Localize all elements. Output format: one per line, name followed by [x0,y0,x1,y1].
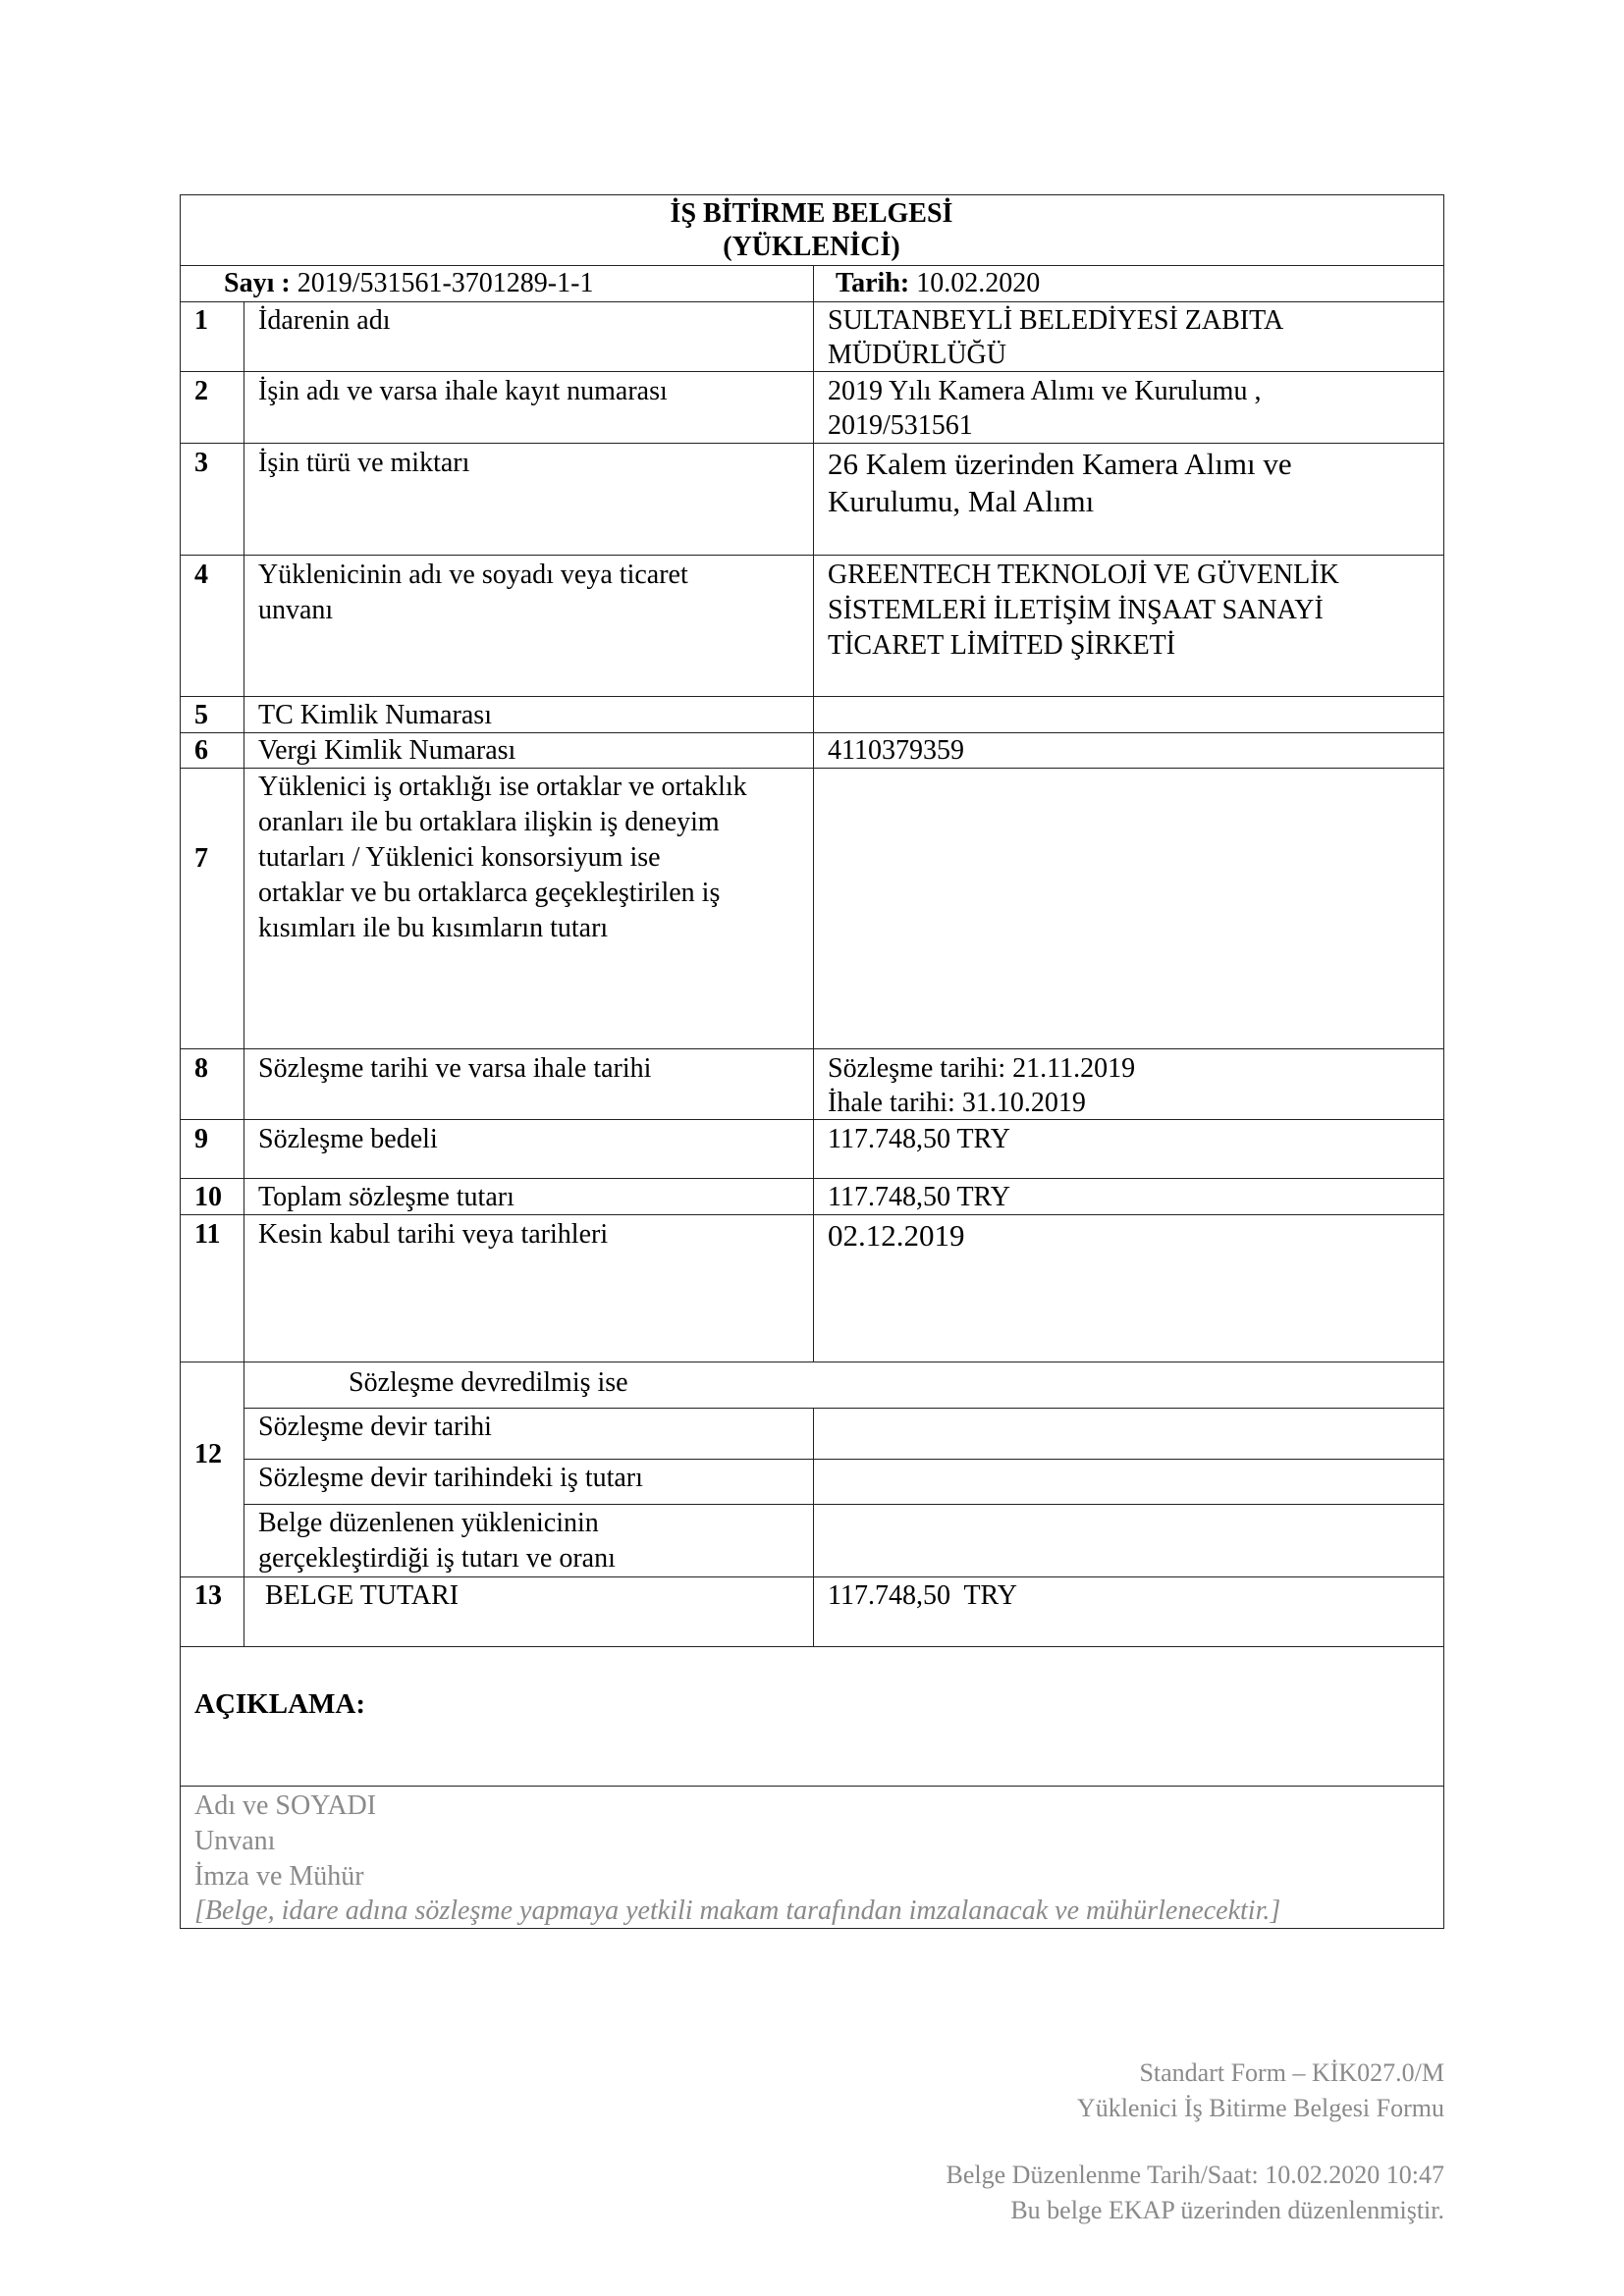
row-number: 4 [194,560,208,590]
row-number: 2 [194,376,208,406]
row-value: 117.748,50 TRY [828,1580,1017,1611]
row-label: İşin türü ve miktarı [258,448,470,478]
row-value: 2019 Yılı Kamera Alımı ve Kurulumu , [828,376,1262,406]
row-label: Sözleşme bedeli [258,1124,438,1154]
row-label: Yüklenici iş ortaklığı ise ortaklar ve ortaklık [258,772,747,802]
row-number: 9 [194,1124,208,1154]
row-label: oranları ile bu ortaklara ilişkin iş deneyim [258,807,720,837]
sayi-value: 2019/531561-3701289-1-1 [297,268,594,298]
aciklama-label: AÇIKLAMA: [194,1688,365,1720]
row-value: 117.748,50 TRY [828,1124,1010,1154]
footer-issued: Belge Düzenlenme Tarih/Saat: 10.02.2020 10:47 [946,2161,1444,2189]
row-sublabel: Sözleşme devir tarihindeki iş tutarı [258,1463,643,1493]
document-title: İŞ BİTİRME BELGESİ [670,198,953,229]
row-label: İdarenin adı [258,305,391,336]
footer-form-code: Standart Form – KİK027.0/M [1139,2058,1444,2087]
row-number: 1 [194,305,208,336]
signature-note: [Belge, idare adına sözleşme yapmaya yetkili makam tarafından imzalanacak ve mühürlenecektir.] [194,1896,1281,1926]
document-subtitle: (YÜKLENİCİ) [723,232,900,262]
row-number: 11 [194,1219,221,1250]
row-sublabel: gerçekleştirdiği iş tutarı ve oranı [258,1543,616,1574]
tarih-value: 10.02.2020 [916,268,1041,298]
row-label: TC Kimlik Numarası [258,700,492,730]
row-value: TİCARET LİMİTED ŞİRKETİ [828,630,1176,661]
row-value: Kurulumu, Mal Alımı [828,484,1095,518]
row-number: 8 [194,1053,208,1084]
row-number: 6 [194,735,208,766]
row-label: kısımları ile bu kısımların tutarı [258,913,609,943]
footer-ekap: Bu belge EKAP üzerinden düzenlenmiştir. [1010,2196,1444,2224]
row-number: 13 [194,1580,222,1611]
row-number: 5 [194,700,208,730]
row-label: unvanı [258,595,334,625]
footer-form-name: Yüklenici İş Bitirme Belgesi Formu [1076,2094,1444,2122]
row-label: Yüklenicinin adı ve soyadı veya ticaret [258,560,688,590]
row-label: ortaklar ve bu ortaklarca geçekleştirilen iş [258,878,721,908]
row-value: 26 Kalem üzerinden Kamera Alımı ve [828,447,1292,481]
row-value: İhale tarihi: 31.10.2019 [828,1088,1086,1118]
row-value: 117.748,50 TRY [828,1182,1010,1212]
row-label: Sözleşme tarihi ve varsa ihale tarihi [258,1053,652,1084]
tarih-field [836,266,1040,301]
row-value: 4110379359 [828,735,964,766]
row-value: SİSTEMLERİ İLETİŞİM İNŞAAT SANAYİ [828,595,1324,625]
tarih-label: Tarih: [836,268,910,298]
row-label: Toplam sözleşme tutarı [258,1182,514,1212]
row-label: Vergi Kimlik Numarası [258,735,516,766]
row-heading: Sözleşme devredilmiş ise [349,1367,628,1398]
signature-stamp: İmza ve Mühür [194,1861,364,1892]
row-label: İşin adı ve varsa ihale kayıt numarası [258,376,668,406]
row-number: 7 [194,843,208,874]
row-value: 02.12.2019 [828,1218,965,1253]
row-sublabel: Belge düzenlenen yüklenicinin [258,1508,599,1538]
row-value: 2019/531561 [828,410,973,441]
row-number: 10 [194,1182,222,1212]
sayi-label: Sayı : [224,268,291,298]
signature-title: Unvanı [194,1826,276,1856]
row-value: SULTANBEYLİ BELEDİYESİ ZABITA [828,305,1284,336]
row-label: BELGE TUTARI [258,1580,460,1611]
sayi-field [224,266,593,301]
signature-name: Adı ve SOYADI [194,1790,377,1821]
row-label: Kesin kabul tarihi veya tarihleri [258,1219,609,1250]
row-label: tutarları / Yüklenici konsorsiyum ise [258,842,661,873]
row-value: MÜDÜRLÜĞÜ [828,340,1006,370]
row-value: Sözleşme tarihi: 21.11.2019 [828,1053,1136,1084]
row-number: 12 [194,1439,222,1469]
row-value: GREENTECH TEKNOLOJİ VE GÜVENLİK [828,560,1339,590]
row-sublabel: Sözleşme devir tarihi [258,1412,492,1442]
row-number: 3 [194,448,208,478]
